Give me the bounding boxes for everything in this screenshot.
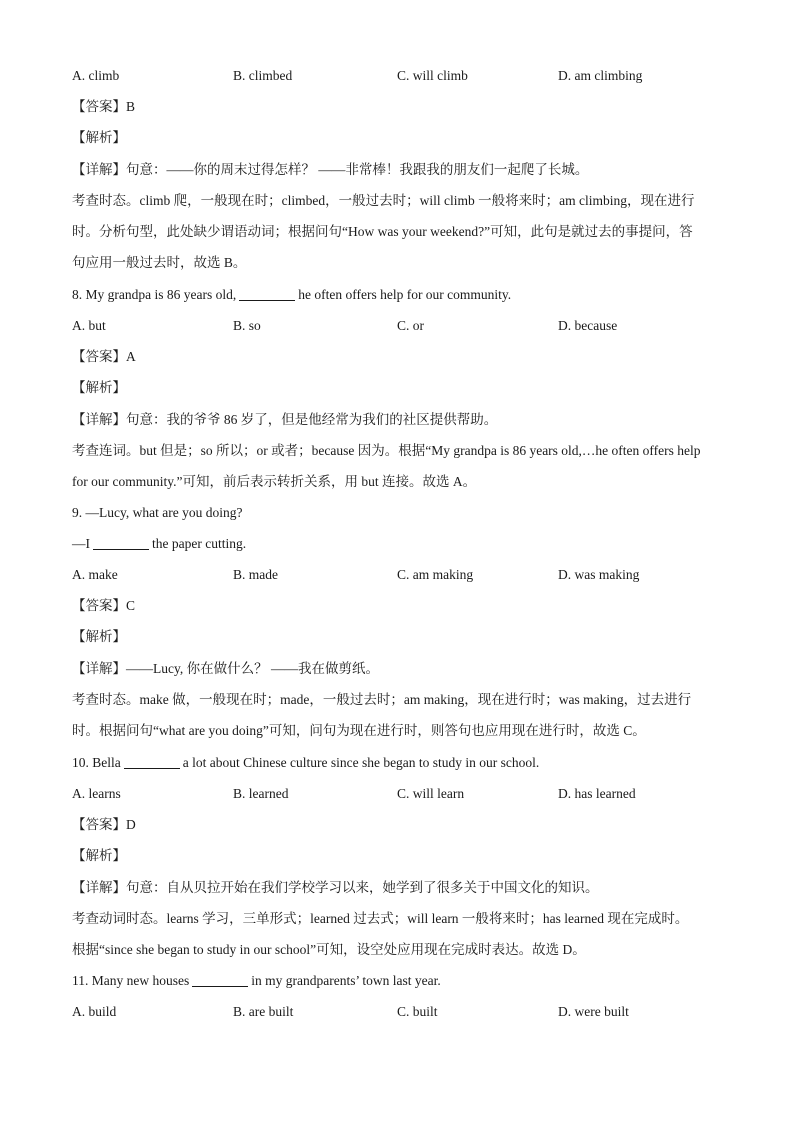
q8-option-a: A. but xyxy=(72,318,106,333)
q8-analysis-label: 【解析】 xyxy=(72,380,126,395)
q10-stem-before: 10. Bella xyxy=(72,755,121,770)
q10-option-a: A. learns xyxy=(72,786,121,801)
q11-option-a: A. build xyxy=(72,1004,117,1019)
q10-option-b: B. learned xyxy=(233,786,289,801)
q10-explain-line: 根据“since she began to study in our school”可知，设空处应用现在完成时表达。故选 D。 xyxy=(72,942,586,957)
q9-stem-line-2 xyxy=(72,534,732,554)
q7-explain-line: 时。分析句型，此处缺少谓语动词；根据问句“How was your weekend?”可知，此句是就过去的事提问，答 xyxy=(72,224,693,239)
q7-analysis-label: 【解析】 xyxy=(72,130,126,145)
q7-answer: 【答案】B xyxy=(72,99,136,114)
q7-option-a: A. climb xyxy=(72,68,120,83)
q8-explain-line: for our community.”可知，前后表示转折关系，用 but 连接。故选 A。 xyxy=(72,474,477,489)
q10-option-c: C. will learn xyxy=(397,786,465,801)
q8-explain-line: 考查连词。but 但是；so 所以；or 或者；because 因为。根据“My grandpa is 86 years old,…he often offers help xyxy=(72,443,701,458)
q9-detail: 【详解】——Lucy, 你在做什么？ ——我在做剪纸。 xyxy=(72,661,379,676)
q8-option-d: D. because xyxy=(558,318,618,333)
q11-option-d: D. were built xyxy=(558,1004,629,1019)
q9-answer: 【答案】C xyxy=(72,598,136,613)
q11-options xyxy=(0,1002,794,1022)
q10-option-d: D. has learned xyxy=(558,786,636,801)
q9-analysis-label: 【解析】 xyxy=(72,629,126,644)
q7-option-b: B. climbed xyxy=(233,68,293,83)
q7-options xyxy=(0,66,794,86)
q11-option-b: B. are built xyxy=(233,1004,294,1019)
q9-option-c: C. am making xyxy=(397,567,474,582)
q7-option-c: C. will climb xyxy=(397,68,468,83)
q7-detail: 【详解】句意：——你的周末过得怎样？ ——非常棒！我跟我的朋友们一起爬了长城。 xyxy=(72,162,589,177)
q9-blank xyxy=(93,535,149,550)
q10-stem xyxy=(72,753,732,773)
q9-explain-line: 考查时态。make 做，一般现在时；made，一般过去时；am making，现在进行时；was making，过去进行 xyxy=(72,692,692,707)
q8-detail: 【详解】句意：我的爷爷 86 岁了，但是他经常为我们的社区提供帮助。 xyxy=(72,412,498,427)
q8-stem-before: 8. My grandpa is 86 years old, xyxy=(72,287,237,302)
q11-stem xyxy=(72,971,732,991)
q9-stem-before: —I xyxy=(72,536,90,551)
q10-explain-line: 考查动词时态。learns 学习，三单形式；learned 过去式；will learn 一般将来时；has learned 现在完成时。 xyxy=(72,911,689,926)
q11-option-c: C. built xyxy=(397,1004,438,1019)
q10-analysis-label: 【解析】 xyxy=(72,848,126,863)
q9-option-b: B. made xyxy=(233,567,278,582)
q8-blank xyxy=(239,286,295,301)
q8-option-b: B. so xyxy=(233,318,261,333)
q11-blank xyxy=(192,972,248,987)
q10-answer: 【答案】D xyxy=(72,817,136,832)
q8-options xyxy=(0,316,794,336)
q9-option-d: D. was making xyxy=(558,567,640,582)
q10-stem-after: a lot about Chinese culture since she began to study in our school. xyxy=(182,755,540,770)
q11-stem-after: in my grandparents’ town last year. xyxy=(251,973,441,988)
q9-option-a: A. make xyxy=(72,567,118,582)
q9-options xyxy=(0,565,794,585)
q10-blank xyxy=(124,754,180,769)
q10-options xyxy=(0,784,794,804)
q7-explain-line: 考查时态。climb 爬，一般现在时；climbed，一般过去时；will climb 一般将来时；am climbing，现在进行 xyxy=(72,193,695,208)
q8-answer: 【答案】A xyxy=(72,349,136,364)
q8-stem-after: he often offers help for our community. xyxy=(298,287,512,302)
q7-option-d: D. am climbing xyxy=(558,68,643,83)
q7-explain-line: 句应用一般过去时，故选 B。 xyxy=(72,255,247,270)
q9-stem-after: the paper cutting. xyxy=(152,536,247,551)
q11-stem-before: 11. Many new houses xyxy=(72,973,190,988)
q10-detail: 【详解】句意：自从贝拉开始在我们学校学习以来，她学到了很多关于中国文化的知识。 xyxy=(72,880,599,895)
q8-stem xyxy=(72,285,732,305)
q9-explain-line: 时。根据问句“what are you doing”可知，问句为现在进行时，则答句也应用现在进行时，故选 C。 xyxy=(72,723,646,738)
q8-option-c: C. or xyxy=(397,318,424,333)
q9-stem-line-1: 9. —Lucy, what are you doing? xyxy=(72,505,243,520)
